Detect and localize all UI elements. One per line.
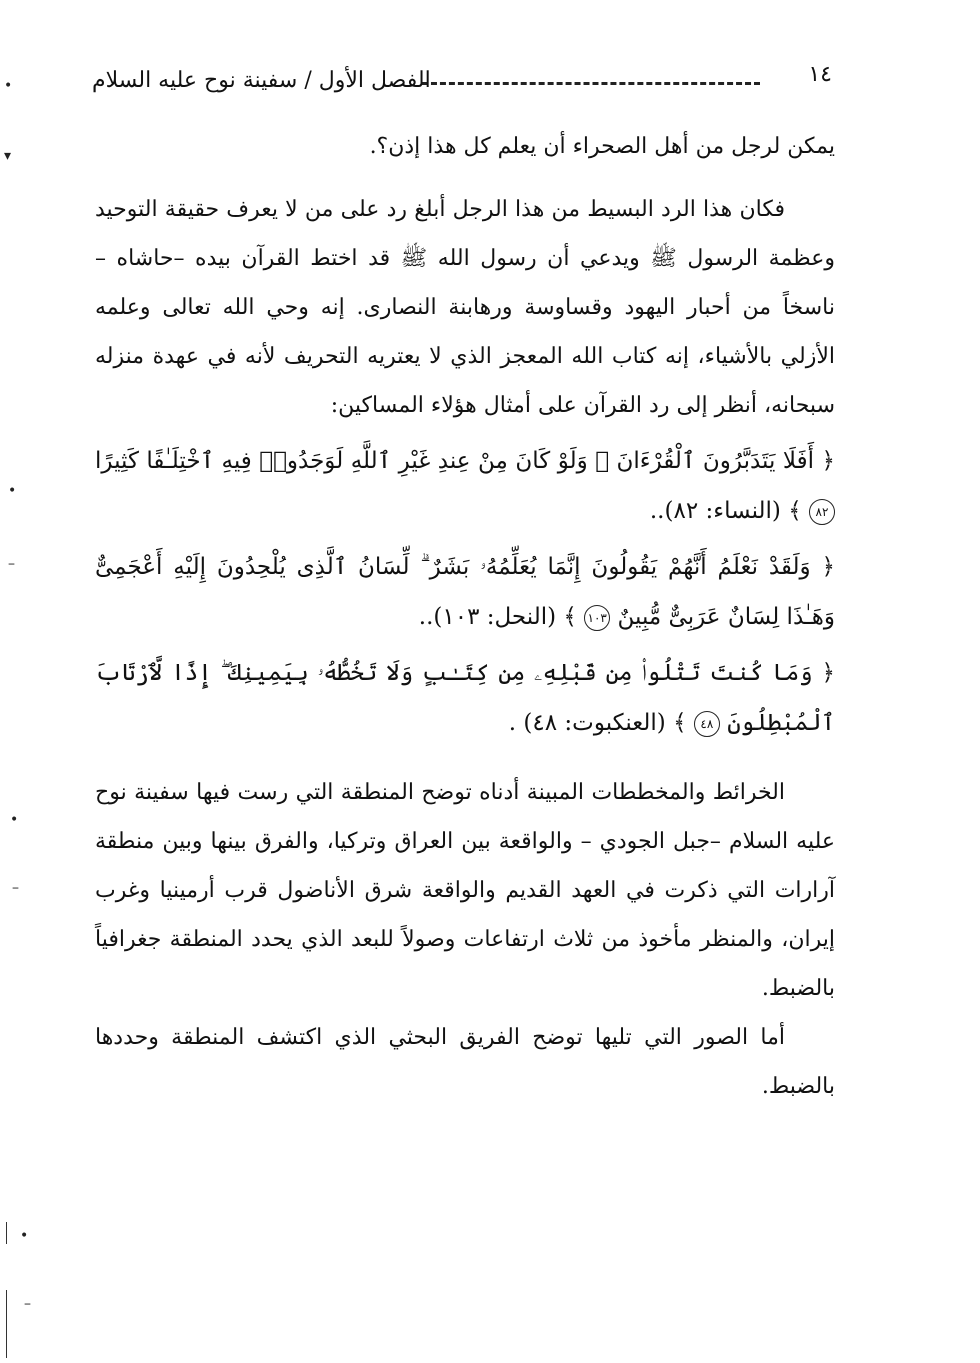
paragraph-3: الخرائط والمخططات المبينة أدناه توضح المنطقة التي رست فيها سفينة نوح عليه السلام –جبل الجودي – والواقعة بين العراق وتركيا، والفرق بينها وبين منطقة آرارات التي ذكرت في العهد القديم والواقعة شرق الأناضول قرب أرمينيا وغرب إيران، والمنظر مأخوذ من ثلاث ارتفاعات وصولاً للبعد الذي يحدد المنطقة جغرافياً بالضبط. bbox=[95, 780, 835, 1001]
scan-speck: ▾ bbox=[4, 148, 12, 164]
scan-edge-line bbox=[6, 1290, 7, 1358]
verse-text: ﴿ وَلَقَدْ نَعْلَمُ أَنَّهُمْ يَقُولُونَ إِنَّمَا يُعَلِّمُهُۥ بَشَرٌ ۗ لِّسَانُ ٱلَّذِى يُلْحِدُونَ إِلَيْهِ أَعْجَمِىٌّ وَهَـٰذَا لِسَانٌ عَرَبِىٌّ مُّبِينٌ bbox=[95, 554, 835, 630]
ayah-number-marker: ٤٨ bbox=[694, 711, 720, 737]
scan-speck: • bbox=[10, 812, 19, 828]
quran-verse-3 bbox=[95, 648, 835, 748]
header-dashed-rule bbox=[422, 82, 760, 85]
scan-speck: – bbox=[8, 556, 15, 572]
verse-reference: ﴾ (النساء: ٨٢).. bbox=[649, 498, 802, 524]
verse-text: ﴿ وَمَا كُنتَ تَتْلُوا۟ مِن قَبْلِهِۦ مِن كِتَـٰبٍ وَلَا تَخُطُّهُۥ بِيَمِينِكَ ۖ إِذًا لَّٱرْتَابَ ٱلْمُبْطِلُونَ bbox=[95, 660, 835, 736]
scan-speck: • bbox=[4, 78, 13, 94]
ayah-number-marker: ٨٢ bbox=[809, 499, 835, 525]
quran-verse-2 bbox=[95, 542, 835, 642]
page-number: ١٤ bbox=[808, 62, 832, 87]
chapter-title: الفصل الأول / سفينة نوح عليه السلام bbox=[92, 68, 431, 93]
scan-speck: • bbox=[20, 1228, 29, 1244]
scan-edge-line bbox=[6, 1222, 7, 1244]
scan-speck: – bbox=[24, 1296, 31, 1312]
scan-speck: • bbox=[8, 483, 17, 499]
verse-reference: ﴾ (العنكبوت: ٤٨) . bbox=[508, 710, 687, 736]
quran-verse-1 bbox=[95, 436, 835, 536]
ayah-number-marker: ١٠٣ bbox=[584, 605, 610, 631]
paragraph-4: أما الصور التي تليها توضح الفريق البحثي الذي اكتشف المنطقة وحددها بالضبط. bbox=[95, 1025, 835, 1099]
scan-speck: – bbox=[12, 880, 19, 896]
page-body bbox=[95, 122, 835, 1111]
verse-reference: ﴾ (النحل: ١٠٣).. bbox=[418, 604, 577, 630]
paragraph-2: فكان هذا الرد البسيط من هذا الرجل أبلغ رد على من لا يعرف حقيقة التوحيد وعظمة الرسول ﷺ ويدعي أن رسول الله ﷺ قد اختط القرآن بيده –حاشاه – ناسخاً من أحبار اليهود وقساوسة ورهابنة النصارى. إنه وحي الله تعالى وعلمه الأزلي بالأشياء، إنه كتاب الله المعجز الذي لا يعتريه التحريف لأنه في عهدة منزله سبحانه، أنظر إلى رد القرآن على أمثال هؤلاء المساكين: bbox=[95, 197, 835, 418]
paragraph-1: يمكن لرجل من أهل الصحراء أن يعلم كل هذا إذن؟. bbox=[369, 134, 835, 159]
page-header bbox=[92, 58, 832, 102]
verse-text: ﴿ أَفَلَا يَتَدَبَّرُونَ ٱلْقُرْءَانَ ۚ وَلَوْ كَانَ مِنْ عِندِ غَيْرِ ٱللَّهِ لَوَجَدُوا۟ فِيهِ ٱخْتِلَـٰفًا كَثِيرًا bbox=[95, 448, 835, 474]
